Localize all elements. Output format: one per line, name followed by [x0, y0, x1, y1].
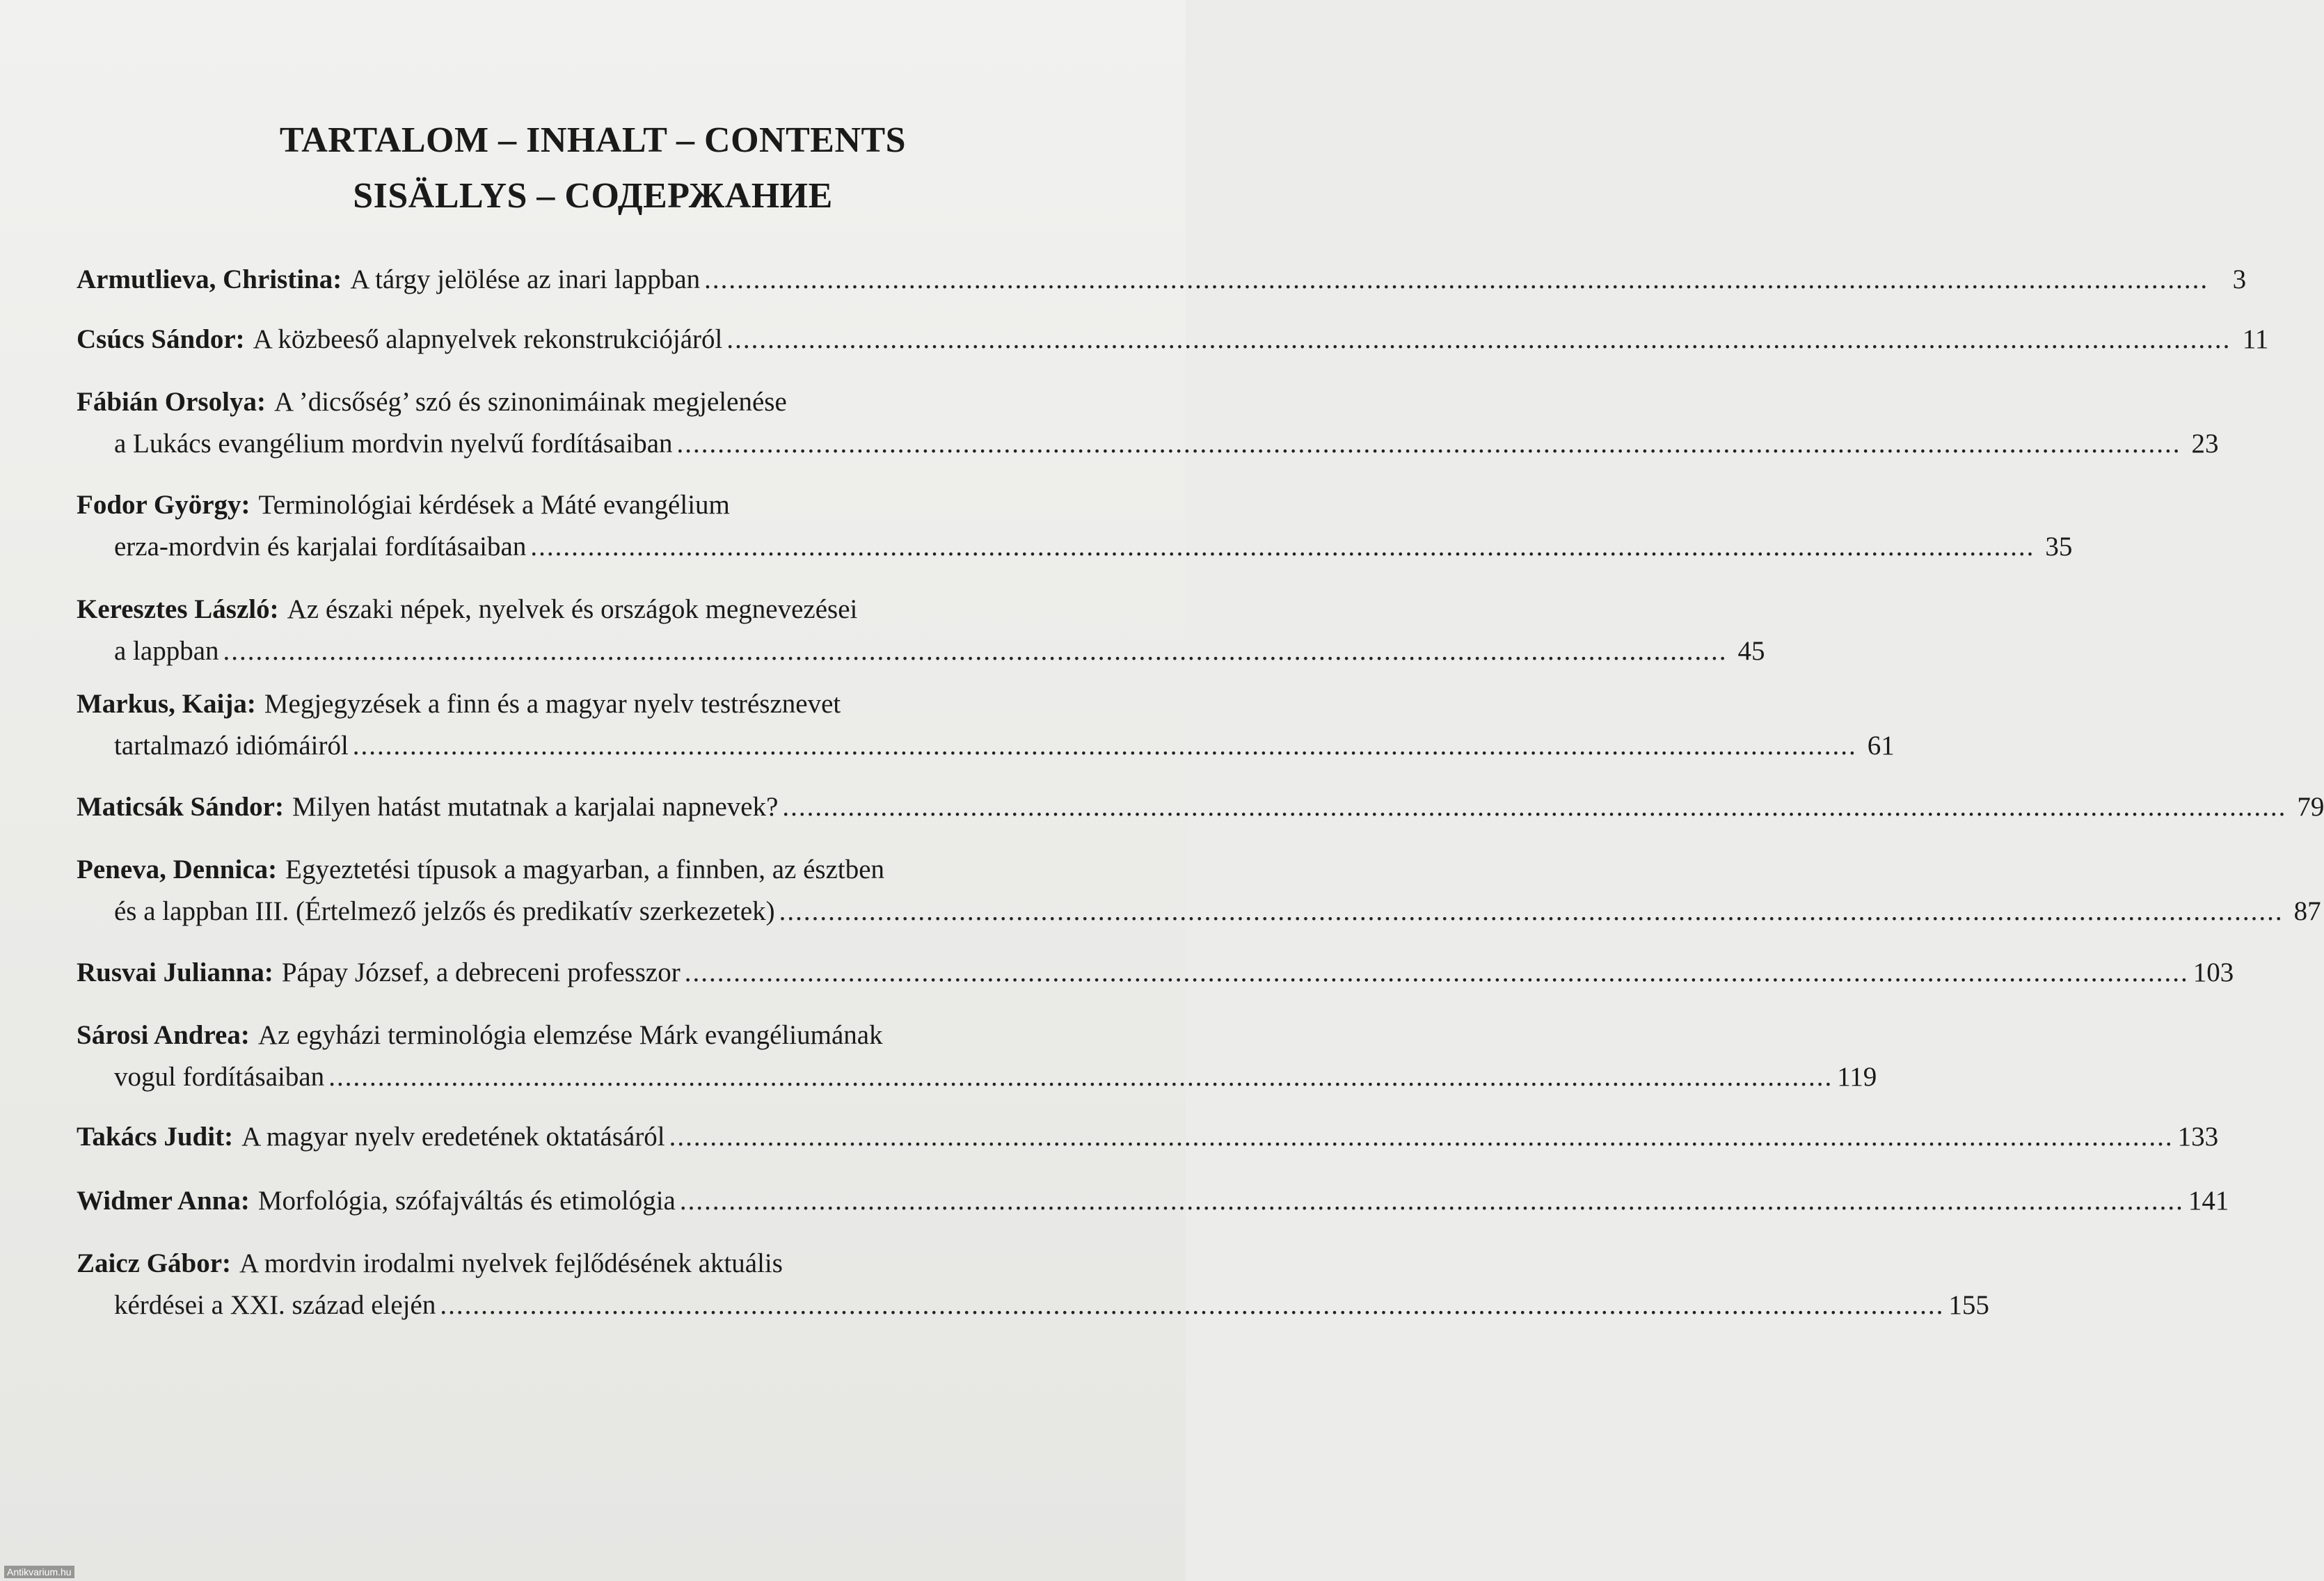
toc-title: Megjegyzések a finn és a magyar nyelv testrésznevet	[264, 689, 841, 719]
leader-dots: ........................................................................................................................................................................................	[684, 958, 2189, 987]
leader-dots: ........................................................................................................................................................................................	[440, 1290, 1945, 1320]
toc-entry[interactable]	[77, 786, 2324, 828]
leader-dots: ........................................................................................................................................................................................	[704, 264, 2209, 294]
contents-heading: TARTALOM – INHALT – CONTENTS	[279, 120, 907, 160]
toc-title: Milyen hatást mutatnak a karjalai napnevek?	[292, 792, 779, 822]
toc-title: A mordvin irodalmi nyelvek fejlődésének aktuális	[239, 1248, 783, 1278]
toc-page-number: 103	[2192, 958, 2234, 987]
toc-title: A ’dicsőség’ szó és szinonimáinak megjelenése	[273, 387, 787, 417]
toc-page-number: 155	[1948, 1290, 1989, 1320]
toc-entry[interactable]	[77, 1243, 1989, 1326]
watermark-label: Antikvarium.hu	[4, 1566, 74, 1578]
toc-entry[interactable]	[77, 1116, 2219, 1158]
leader-dots: ........................................................................................................................................................................................	[726, 324, 2231, 354]
toc-entry[interactable]	[77, 319, 2269, 360]
toc-author: Fodor György:	[77, 490, 250, 520]
toc-page-number: 61	[1867, 731, 1895, 761]
toc-author: Markus, Kaija:	[77, 689, 256, 719]
toc-author: Widmer Anna:	[77, 1186, 250, 1216]
toc-entry[interactable]	[77, 1015, 1877, 1098]
leader-dots: ........................................................................................................................................................................................	[669, 1122, 2174, 1152]
toc-author: Csúcs Sándor:	[77, 324, 245, 354]
toc-entry[interactable]	[77, 381, 2219, 465]
leader-dots: ........................................................................................................................................................................................	[328, 1062, 1833, 1092]
toc-author: Keresztes László:	[77, 594, 279, 624]
toc-title-continued: erza-mordvin és karjalai fordításaiban	[114, 532, 527, 562]
toc-entry[interactable]	[77, 1180, 2229, 1222]
toc-title-continued: vogul fordításaiban	[114, 1062, 325, 1092]
toc-author: Armutlieva, Christina:	[77, 264, 342, 294]
toc-author: Fábián Orsolya:	[77, 387, 266, 417]
leader-dots: ........................................................................................................................................................................................	[779, 896, 2284, 926]
toc-entry[interactable]	[77, 849, 2321, 932]
toc-title-continued: tartalmazó idiómáiról	[114, 731, 349, 761]
toc-title: A közbeeső alapnyelvek rekonstrukciójáról	[253, 324, 723, 354]
toc-title-continued: a Lukács evangélium mordvin nyelvű fordításaiban	[114, 429, 673, 459]
toc-title-continued: kérdései a XXI. század elején	[114, 1290, 436, 1320]
toc-page-number: 11	[2242, 324, 2269, 354]
toc-title-continued: és a lappban III. (Értelmező jelzős és predikatív szerkezetek)	[114, 896, 775, 926]
toc-page-number: 45	[1737, 636, 1765, 666]
toc-entry[interactable]	[77, 683, 1895, 767]
contents-subheading: SISÄLLYS – СОДЕРЖАНИЕ	[353, 176, 833, 216]
toc-page-number: 79	[2297, 792, 2324, 822]
toc-author: Peneva, Dennica:	[77, 855, 278, 884]
toc-page-number: 141	[2188, 1186, 2229, 1216]
toc-entry[interactable]	[77, 589, 1765, 672]
toc-title-continued: a lappban	[114, 636, 219, 666]
toc-entry[interactable]	[77, 484, 2073, 568]
toc-page-number: 35	[2045, 532, 2073, 562]
toc-title: Pápay József, a debreceni professzor	[281, 958, 681, 987]
toc-title: Az északi népek, nyelvek és országok megnevezései	[287, 594, 858, 624]
leader-dots: ........................................................................................................................................................................................	[223, 636, 1728, 666]
toc-title: A magyar nyelv eredetének oktatásáról	[241, 1122, 665, 1152]
leader-dots: ........................................................................................................................................................................................	[782, 792, 2287, 822]
toc-page-number: 3	[2232, 264, 2247, 294]
toc-page-number: 87	[2293, 896, 2321, 926]
toc-page-number: 133	[2177, 1122, 2219, 1152]
toc-author: Sárosi Andrea:	[77, 1020, 250, 1050]
leader-dots: ........................................................................................................................................................................................	[676, 429, 2181, 459]
toc-author: Rusvai Julianna:	[77, 958, 273, 987]
toc-title: Egyeztetési típusok a magyarban, a finnben, az észtben	[285, 855, 885, 884]
toc-page-number: 119	[1837, 1062, 1877, 1092]
toc-entry[interactable]	[77, 259, 2247, 301]
toc-entry[interactable]	[77, 952, 2234, 994]
toc-title: Az egyházi terminológia elemzése Márk evangéliumának	[257, 1020, 883, 1050]
leader-dots: ........................................................................................................................................................................................	[679, 1186, 2184, 1216]
leader-dots: ........................................................................................................................................................................................	[352, 731, 1857, 761]
toc-author: Maticsák Sándor:	[77, 792, 284, 822]
leader-dots: ........................................................................................................................................................................................	[530, 532, 2035, 562]
toc-page-number: 23	[2191, 429, 2219, 459]
toc-author: Takács Judit:	[77, 1122, 234, 1152]
toc-author: Zaicz Gábor:	[77, 1248, 232, 1278]
toc-title: Morfológia, szófajváltás és etimológia	[257, 1186, 676, 1216]
toc-title: A tárgy jelölése az inari lappban	[350, 264, 701, 294]
toc-title: Terminológiai kérdések a Máté evangélium	[258, 490, 730, 520]
